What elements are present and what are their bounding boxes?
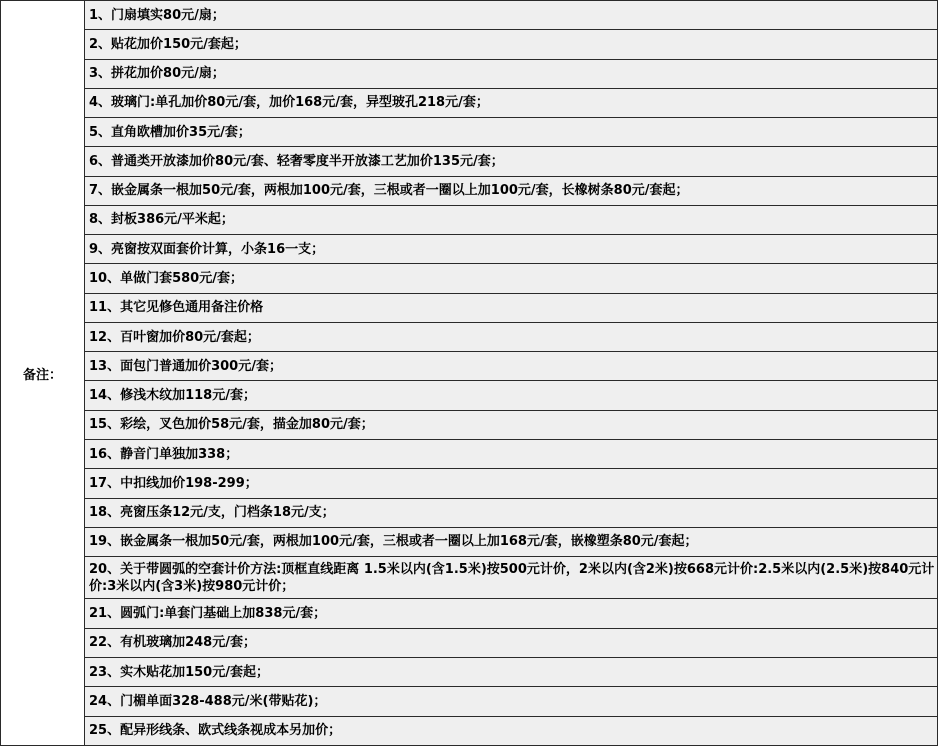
note-cell bbox=[85, 176, 938, 205]
note-cell bbox=[85, 322, 938, 351]
note-text: 5、直角欧槽加价35元/套； bbox=[89, 124, 251, 140]
note-cell bbox=[85, 1, 938, 30]
note-cell bbox=[85, 147, 938, 176]
note-cell bbox=[85, 439, 938, 468]
note-cell bbox=[85, 264, 938, 293]
note-text: 13、面包门普通加价300元/套； bbox=[89, 358, 282, 374]
note-text: 7、嵌金属条一根加50元/套，两根加100元/套，三根或者一圈以上加100元/套，长橡树条80元/套起； bbox=[89, 183, 689, 199]
note-row bbox=[1, 176, 938, 205]
note-row bbox=[1, 716, 938, 746]
note-text: 18、亮窗压条12元/支，门档条18元/支； bbox=[89, 505, 335, 521]
note-text: 1、门扇填实80元/扇； bbox=[89, 7, 225, 23]
note-row bbox=[1, 498, 938, 527]
note-row bbox=[1, 235, 938, 264]
note-row bbox=[1, 118, 938, 147]
note-row bbox=[1, 322, 938, 351]
note-row bbox=[1, 469, 938, 498]
notes-label-cell bbox=[1, 1, 85, 746]
note-cell bbox=[85, 557, 938, 599]
note-cell bbox=[85, 410, 938, 439]
note-text: 3、拼花加价80元/扇； bbox=[89, 66, 225, 82]
note-cell bbox=[85, 88, 938, 117]
note-row bbox=[1, 628, 938, 657]
note-cell bbox=[85, 352, 938, 381]
note-row bbox=[1, 352, 938, 381]
note-row bbox=[1, 30, 938, 59]
note-cell bbox=[85, 118, 938, 147]
note-text: 4、玻璃门:单孔加价80元/套，加价168元/套，异型玻孔218元/套； bbox=[89, 95, 489, 111]
note-cell bbox=[85, 235, 938, 264]
note-cell bbox=[85, 498, 938, 527]
note-cell bbox=[85, 30, 938, 59]
note-row bbox=[1, 557, 938, 599]
note-row bbox=[1, 88, 938, 117]
note-text: 8、封板386元/平米起； bbox=[89, 212, 234, 228]
note-cell bbox=[85, 527, 938, 556]
note-text: 2、贴花加价150元/套起； bbox=[89, 36, 247, 52]
note-row bbox=[1, 687, 938, 716]
note-cell bbox=[85, 59, 938, 88]
note-text: 25、配异形线条、欧式线条视成本另加价； bbox=[89, 723, 342, 739]
note-text: 16、静音门单独加338； bbox=[89, 446, 239, 462]
note-text: 20、关于带圆弧的空套计价方法:顶框直线距离 1.5米以内(含1.5米)按500元计价，2米以内(含2米)按668元计价:2.5米以内(2.5米)按840元计价:3米以内(含3米)按980元计价； bbox=[89, 561, 935, 594]
note-row bbox=[1, 205, 938, 234]
note-cell bbox=[85, 628, 938, 657]
notes-table-body bbox=[1, 1, 938, 746]
note-cell bbox=[85, 381, 938, 410]
note-text: 15、彩绘，叉色加价58元/套，描金加80元/套； bbox=[89, 417, 374, 433]
note-text: 11、其它见修色通用备注价格 bbox=[89, 300, 264, 316]
note-row bbox=[1, 1, 938, 30]
note-text: 23、实木贴花加150元/套起； bbox=[89, 664, 269, 680]
note-row bbox=[1, 527, 938, 556]
notes-label: 备注： bbox=[22, 367, 62, 383]
note-row bbox=[1, 293, 938, 322]
note-cell bbox=[85, 469, 938, 498]
note-text: 19、嵌金属条一根加50元/套，两根加100元/套，三根或者一圈以上加168元/套，嵌橡塑条80元/套起； bbox=[89, 534, 698, 550]
note-cell bbox=[85, 293, 938, 322]
note-cell bbox=[85, 687, 938, 716]
note-text: 9、亮窗按双面套价计算，小条16一支； bbox=[89, 241, 325, 257]
note-row bbox=[1, 264, 938, 293]
note-text: 14、修浅木纹加118元/套； bbox=[89, 388, 256, 404]
note-text: 22、有机玻璃加248元/套； bbox=[89, 635, 256, 651]
note-row bbox=[1, 59, 938, 88]
note-text: 24、门楣单面328-488元/米(带贴花)； bbox=[89, 693, 327, 709]
note-cell bbox=[85, 599, 938, 628]
note-cell bbox=[85, 657, 938, 686]
note-row bbox=[1, 599, 938, 628]
note-text: 12、百叶窗加价80元/套起； bbox=[89, 329, 260, 345]
note-cell bbox=[85, 716, 938, 746]
note-cell bbox=[85, 205, 938, 234]
note-text: 21、圆弧门:单套门基础上加838元/套； bbox=[89, 606, 327, 622]
note-text: 17、中扣线加价198-299； bbox=[89, 475, 258, 491]
note-row bbox=[1, 410, 938, 439]
note-row bbox=[1, 657, 938, 686]
note-row bbox=[1, 381, 938, 410]
note-row bbox=[1, 439, 938, 468]
note-row bbox=[1, 147, 938, 176]
note-text: 6、普通类开放漆加价80元/套、轻奢零度半开放漆工艺加价135元/套； bbox=[89, 153, 504, 169]
note-text: 10、单做门套580元/套； bbox=[89, 271, 243, 287]
